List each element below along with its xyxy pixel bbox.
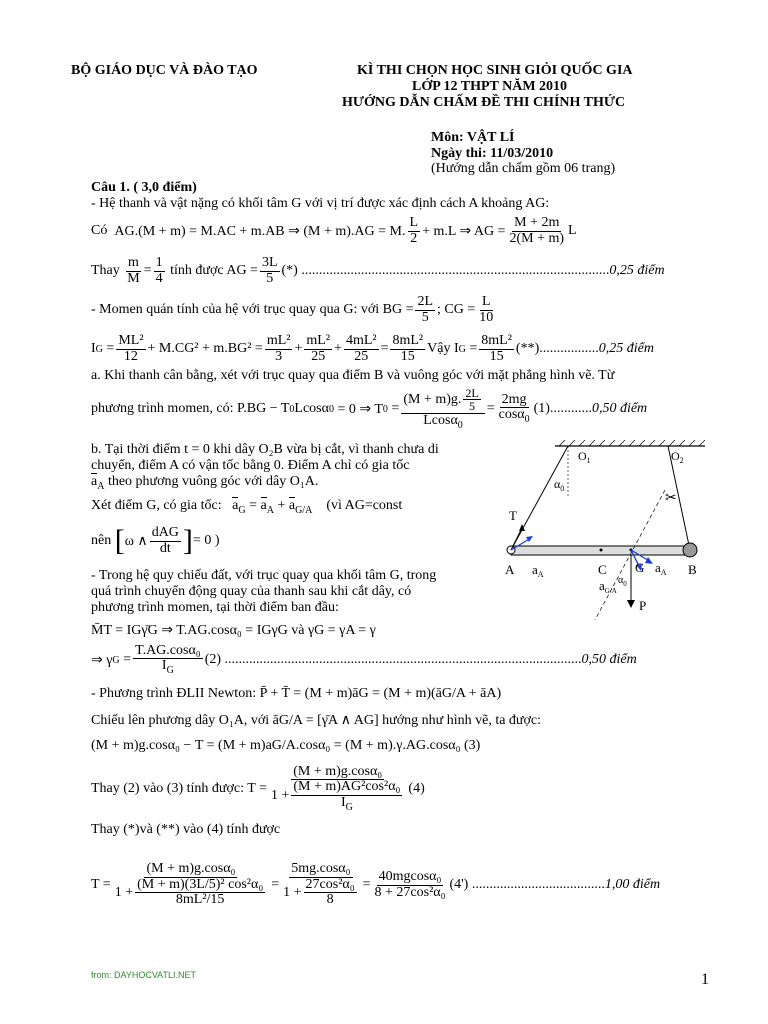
exam-title: KÌ THI CHỌN HỌC SINH GIỎI QUỐC GIA — [357, 63, 633, 78]
page-count-note: (Hướng dẫn chấm gồm 06 trang) — [431, 161, 616, 176]
equation-tension-4: Thay (2) vào (3) tính được: T = (M + m)g.cosα₀ 1 + $\frac{\text{(M + m)AG²cos²α₀}}{I_G}$ (4) — [91, 763, 425, 813]
label-g: G — [635, 560, 645, 575]
mass-b — [683, 543, 697, 557]
score: 0,25 điểm — [609, 263, 665, 278]
scissors-icon: ✂ — [665, 491, 677, 506]
label-c: C — [598, 562, 607, 577]
equation-tension-final: T = (M + m)g.cosα₀ 1 + $\frac{\text{(M + m)(3L/5)² cos²α₀}}{\text{8mL²/15}}$ = 5mg.cosα₀ 1 + $\frac{\text{27cos²α₀}}{8}$ = $\frac{\text{40mgcosα₀}}{\text{8 + 27cos²α₀}}$ (4') ...................................... 1,00 điểm — [91, 860, 661, 908]
text-line: - Hệ thanh và vật nặng có khối tâm G với vị trí được xác định cách A khoảng AG: — [91, 196, 550, 211]
equation-newton: - Phương trình ĐLII Newton: P̄ + T̄ = (M + m)āG = (M + m)(āG/A + āA) — [91, 686, 502, 701]
equation-tension-balance: phương trình momen, có: P.BG − T 0 Lcosα 0 = 0 ⇒ T 0 = (M + m)g. $\frac{2L}{5}$ Lcosα$_0$ = $\frac{2mg}{\cos\alpha_0}$ (1)............ 0,50 điểm — [91, 385, 648, 431]
pendulum-rod-figure — [495, 440, 715, 620]
label-a-accel: $a_A$ — [532, 562, 544, 579]
text-line: Xét điểm G, có gia tốc: $a_G = a_A + a_{G/A}$ (vì AG=const — [91, 498, 403, 516]
text-line: Thay (*)và (**) vào (4) tính được — [91, 822, 281, 837]
text-line: chuyển, điểm A có vận tốc bằng 0. Điểm A chỉ có gia tốc — [91, 458, 410, 473]
text-line: a. Khi thanh cân bằng, xét với trục quay qua điểm B và vuông góc với mặt phẳng hình vẽ. Từ — [91, 368, 615, 383]
equation-moment: M̄T = IGγ̄G ⇒ T.AG.cosα₀ = IGγG và γG = γA = γ — [91, 623, 376, 638]
equation-inertia: I G = $\frac{\text{ML²}}{12}$ + M.CG² + m.BG² = $\frac{\text{mL²}}{3}$ + $\frac{\text{mL²}}{25}$ + $\frac{\text{4mL²}}{25}$ = $\frac{\text{8mL²}}{15}$ Vậy I G = $\frac{\text{8mL²}}{15}$ (**)................. 0,25 điểm — [91, 332, 654, 364]
question-title: Câu 1. ( 3,0 điểm) — [91, 180, 197, 195]
exam-guide-title: HƯỚNG DẪN CHẤM ĐỀ THI CHÍNH THỨC — [342, 95, 626, 110]
label-a-accel-g: $a_A$ — [655, 560, 667, 577]
text-line: phương trình momen, tại thời điểm ban đầu: — [91, 600, 339, 615]
label-p: P — [639, 598, 647, 613]
label-a-g-a: $a_{G/A}$ — [599, 578, 617, 595]
footer-source: from: DAYHOCVATLI.NET — [91, 970, 197, 980]
label-a: A — [505, 562, 515, 577]
equation-bg-cg: - Momen quán tính của hệ với trục quay qua G: với BG = $\frac{2L}{5}$ ; CG = $\frac{L}{10}$ — [91, 293, 494, 325]
text-line: quá trình chuyển động quay của thanh sau khi cắt dây, có — [91, 584, 412, 599]
subject: Môn: VẬT LÍ — [431, 130, 515, 145]
score: 1,00 điểm — [604, 877, 661, 892]
text-line: $a_A$ theo phương vuông góc với dây O₁A. — [91, 474, 319, 492]
score: 0,50 điểm — [581, 652, 637, 667]
exam-grade: LỚP 12 THPT NĂM 2010 — [412, 79, 568, 94]
label-b: B — [688, 562, 697, 577]
label-o2: $O_2$ — [671, 449, 684, 465]
equation-ag: Có AG.(M + m) = M.AC + m.AB ⇒ (M + m).AG = M. $\frac{L}{2}$ + m.L ⇒ AG = $\frac{M + 2m}{2(M + m)}$ L — [91, 214, 577, 246]
equation-gamma: ⇒ γ G = $\frac{\text{T.AG.cosα₀}}{I_G}$ (2) ...................................................................................................... 0,50 điểm — [91, 642, 637, 676]
text-line: b. Tại thời điểm t = 0 khi dây O₂B vừa bị cắt, vì thanh chưa di — [91, 442, 439, 457]
equation-ag-value: Thay $\frac{m}{M}$ = $\frac{1}{4}$ tính được AG = $\frac{3L}{5}$ (*) ........................................................................................ 0,25 điểm — [91, 254, 665, 286]
label-alpha0: $\alpha_0$ — [554, 477, 565, 493]
page-number: 1 — [701, 971, 709, 988]
label-o1: $O_1$ — [578, 449, 591, 465]
equation-projection: (M + m)g.cosα₀ − T = (M + m)aG/A.cosα₀ = (M + m).γ.AG.cosα₀ (3) — [91, 738, 481, 753]
string-o1a — [511, 446, 568, 550]
text-line: Chiếu lên phương dây O₁A, với āG/A = [γ̄A ∧ AG] hướng như hình vẽ, ta được: — [91, 713, 542, 728]
score: 0,25 điểm — [598, 341, 654, 356]
label-t: T — [509, 508, 517, 523]
text-line: nên [ ω ∧ $\frac{\text{dAG}}{dt}$ ] = 0 ) — [91, 524, 220, 557]
label-alpha0-g: $\alpha_0$ — [618, 575, 627, 588]
exam-date: Ngày thi: 11/03/2010 — [431, 146, 554, 161]
ministry-name: BỘ GIÁO DỤC VÀ ĐÀO TẠO — [71, 63, 258, 78]
score: 0,50 điểm — [591, 401, 648, 416]
text-line: - Trong hệ quy chiếu đất, với trục quay qua khối tâm G, trong — [91, 568, 437, 583]
